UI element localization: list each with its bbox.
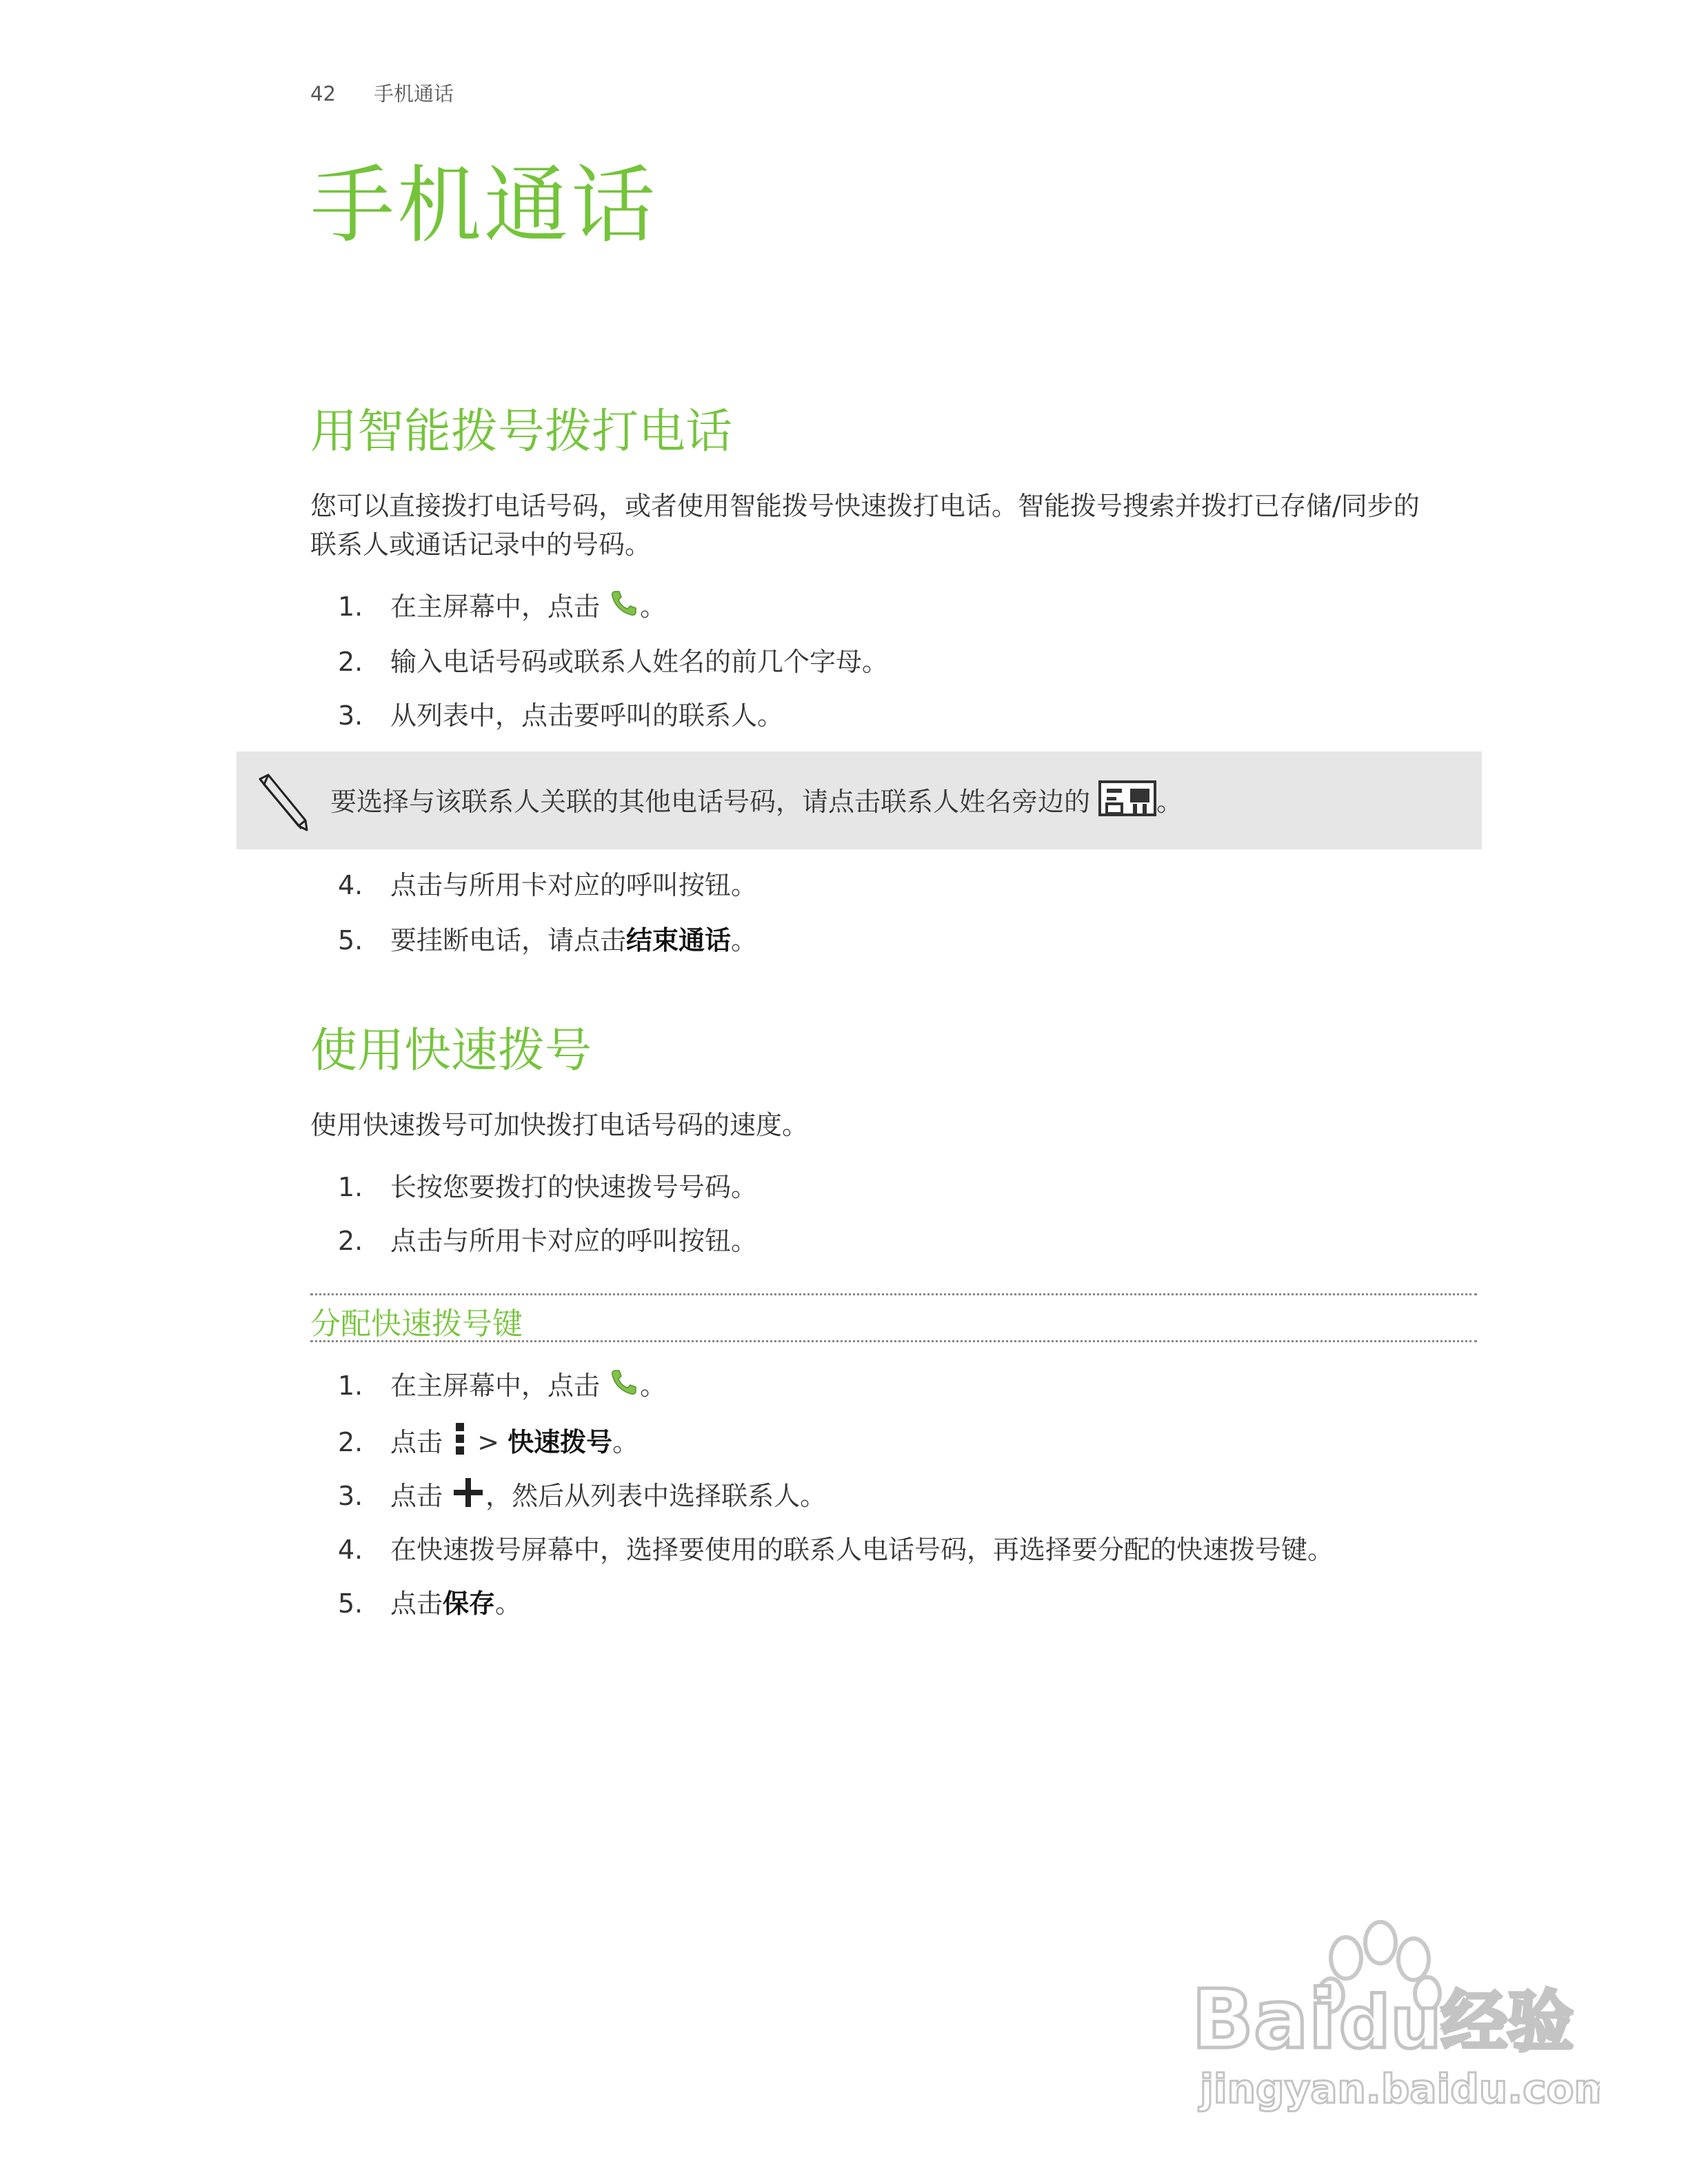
section1-intro — [310, 487, 1483, 564]
step-number: 2. — [338, 647, 363, 677]
list-item — [338, 921, 757, 960]
divider — [310, 1293, 1477, 1295]
baidu-jingyan-watermark — [1186, 1910, 1600, 2119]
svg-text:经验: 经验 — [1441, 1983, 1574, 2061]
running-title: 手机通话 — [374, 82, 454, 105]
step-number: 4. — [338, 1535, 363, 1565]
step-number: 5. — [338, 1588, 363, 1619]
page-number: 42 — [310, 82, 336, 105]
svg-text:Bai: Bai — [1192, 1972, 1337, 2067]
list-item — [338, 1475, 826, 1514]
note-text-suffix: 。 — [1156, 787, 1183, 817]
svg-text:du: du — [1339, 1981, 1442, 2065]
list-item — [338, 1530, 1334, 1569]
step-text: 点击与所用卡对应的呼叫按钮。 — [390, 870, 758, 900]
step-text-suffix: 。 — [640, 1371, 667, 1401]
note-text-main: 要选择与该联系人关联的其他电话号码，请点击联系人姓名旁边的 — [330, 787, 1091, 817]
list-item — [338, 643, 888, 681]
section-title-smart-dial: 用智能拨号拨打电话 — [310, 405, 733, 459]
list-item — [338, 1222, 757, 1260]
step-text-suffix: 。 — [731, 925, 758, 956]
step-text-suffix: 。 — [612, 1427, 639, 1457]
list-item — [338, 587, 666, 626]
step-separator: > — [469, 1427, 508, 1457]
step-text: 要挂断电话，请点击 — [390, 925, 627, 956]
section-title-speed-dial: 使用快速拨号 — [310, 1024, 592, 1078]
plus-icon — [451, 1475, 485, 1520]
step-text-suffix: ，然后从列表中选择联系人。 — [485, 1481, 827, 1511]
list-item — [338, 1366, 666, 1405]
step-number: 5. — [338, 925, 363, 956]
subsection-title: 分配快速拨号键 — [310, 1306, 523, 1342]
step-number: 1. — [338, 1371, 363, 1401]
step-number: 1. — [338, 592, 363, 622]
list-item — [338, 1168, 757, 1206]
list-item — [338, 1422, 639, 1460]
step-number: 1. — [338, 1172, 363, 1202]
step-text: 输入电话号码或联系人姓名的前几个字母。 — [390, 647, 889, 677]
step-text-suffix: 。 — [640, 592, 667, 622]
step-text: 点击 — [390, 1481, 443, 1511]
divider — [310, 1340, 1477, 1342]
section1-intro-line2: 联系人或通话记录中的号码。 — [310, 529, 652, 560]
chapter-title: 手机通话 — [310, 156, 658, 254]
list-item — [338, 1584, 521, 1623]
speed-dial-label: 快速拨号 — [508, 1427, 613, 1457]
step-text: 从列表中，点击要呼叫的联系人。 — [390, 700, 784, 731]
phone-icon — [608, 1366, 640, 1408]
running-header — [310, 79, 454, 107]
step-text-suffix: 。 — [495, 1588, 522, 1619]
save-label: 保存 — [443, 1588, 496, 1619]
step-text: 点击 — [390, 1588, 443, 1619]
note-box — [237, 751, 1482, 849]
pencil-icon — [250, 771, 312, 836]
step-number: 2. — [338, 1226, 363, 1256]
list-item — [338, 866, 757, 904]
step-text: 点击 — [390, 1427, 443, 1457]
svg-text:jingyan.baidu.com: jingyan.baidu.com — [1200, 2065, 1600, 2112]
step-number: 2. — [338, 1427, 363, 1457]
list-item — [338, 696, 783, 735]
phone-icon — [608, 587, 640, 629]
step-text: 在主屏幕中，点击 — [390, 592, 601, 622]
menu-dots-icon — [451, 1422, 469, 1466]
step-text: 在快速拨号屏幕中，选择要使用的联系人电话号码，再选择要分配的快速拨号键。 — [390, 1535, 1334, 1565]
section1-intro-line1: 您可以直接拨打电话号码，或者使用智能拨号快速拨打电话。智能拨号搜索并拨打已存储/同步的 — [310, 491, 1420, 521]
step-text: 在主屏幕中，点击 — [390, 1371, 601, 1401]
step-number: 4. — [338, 870, 363, 900]
end-call-label: 结束通话 — [626, 925, 732, 956]
contact-card-icon — [1098, 780, 1156, 827]
section2-intro: 使用快速拨号可加快拨打电话号码的速度。 — [310, 1110, 809, 1140]
step-number: 3. — [338, 700, 363, 731]
baidu-paw-icon — [1186, 1910, 1600, 2116]
step-number: 3. — [338, 1481, 363, 1511]
step-text: 点击与所用卡对应的呼叫按钮。 — [390, 1226, 758, 1256]
step-text: 长按您要拨打的快速拨号号码。 — [390, 1172, 758, 1202]
note-text — [330, 780, 1183, 827]
